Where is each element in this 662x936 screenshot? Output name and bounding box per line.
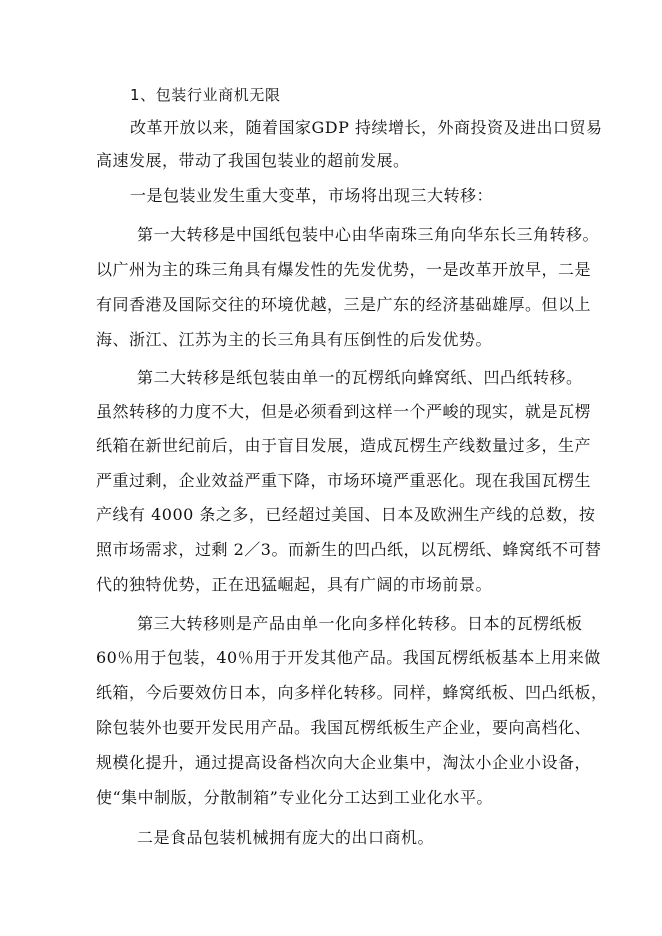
paragraph-line: 照市场需求，过剩 2／3。而新生的凹凸纸，以瓦楞纸、蜂窝纸不可替	[96, 540, 602, 559]
paragraph-line: 纸箱，今后要效仿日本，向多样化转移。同样，蜂窝纸板、凹凸纸板，	[96, 683, 608, 702]
paragraph-line: 有同香港及国际交往的环境优越，三是广东的经济基础雄厚。但以上	[96, 295, 592, 314]
paragraph-line: 使“集中制版，分散制箱”专业化分工达到工业化水平。	[96, 788, 493, 807]
paragraph-line: 二是食品包装机械拥有庞大的出口商机。	[137, 828, 435, 847]
paragraph-line: 第二大转移是纸包装由单一的瓦楞纸向蜂窝纸、凹凸纸转移。	[137, 368, 583, 387]
paragraph-line: 改革开放以来，随着国家GDP 持续增长，外商投资及进出口贸易	[130, 118, 603, 137]
section-heading: 1、包装行业商机无限	[130, 86, 281, 104]
paragraph-line: 高速发展，带动了我国包装业的超前发展。	[96, 151, 410, 170]
paragraph-line: 60％用于包装，40％用于开发其他产品。我国瓦楞纸板基本上用来做	[96, 648, 601, 667]
paragraph-line: 严重过剩，企业效益严重下降，市场环境严重恶化。现在我国瓦楞生	[96, 471, 592, 490]
paragraph-line: 规模化提升，通过提高设备档次向大企业集中，淘汰小企业小设备，	[96, 753, 592, 772]
paragraph-line: 海、浙江、江苏为主的长三角具有压倒性的后发优势。	[96, 330, 493, 349]
paragraph-line: 第一大转移是中国纸包装中心由华南珠三角向华东长三角转移。	[137, 225, 600, 244]
paragraph-line: 虽然转移的力度不大，但是必须看到这样一个严峻的现实，就是瓦楞	[96, 402, 592, 421]
paragraph-line: 第三大转移则是产品由单一化向多样化转移。日本的瓦楞纸板	[137, 614, 583, 633]
paragraph-line: 纸箱在新世纪前后，由于盲目发展，造成瓦楞生产线数量过多，生产	[96, 436, 592, 455]
paragraph-line: 产线有 4000 条之多，已经超过美国、日本及欧洲生产线的总数，按	[96, 505, 596, 524]
paragraph-line: 除包装外也要开发民用产品。我国瓦楞纸板生产企业，要向高档化、	[96, 718, 592, 737]
paragraph-line: 以广州为主的珠三角具有爆发性的先发优势，一是改革开放早，二是	[96, 260, 592, 279]
paragraph-line: 代的独特优势，正在迅猛崛起，具有广阔的市场前景。	[96, 575, 493, 594]
paragraph-line: 一是包装业发生重大变革，市场将出现三大转移：	[130, 186, 494, 205]
